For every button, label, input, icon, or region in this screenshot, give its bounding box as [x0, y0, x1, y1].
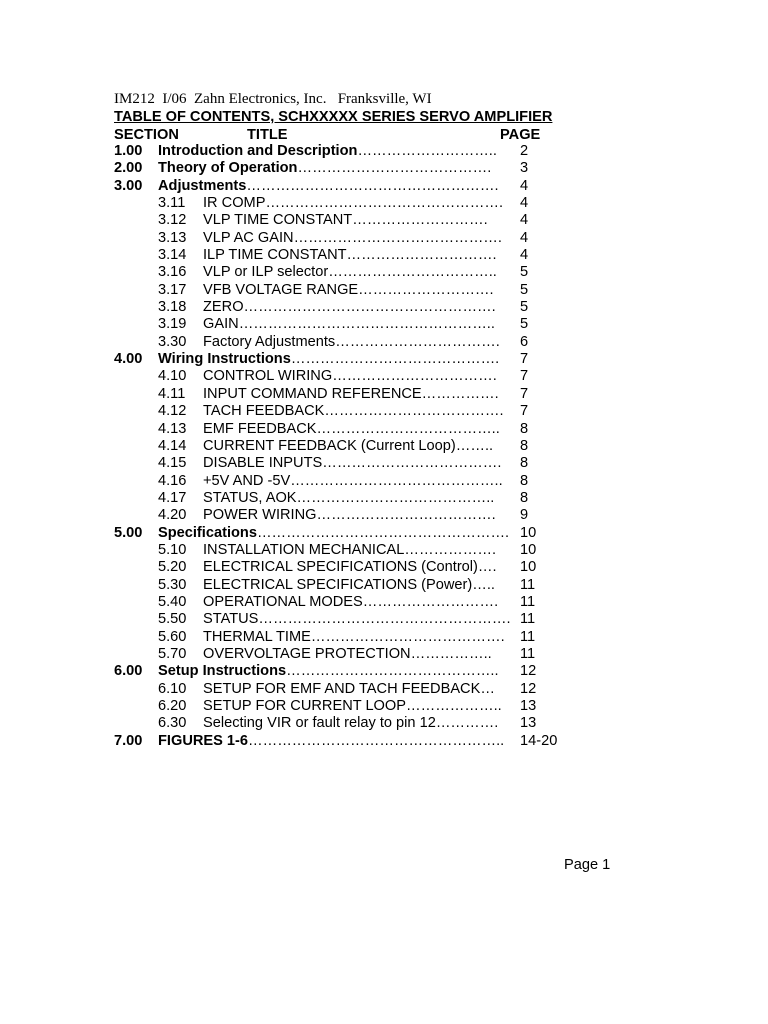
section-number: 4.20 [158, 507, 187, 524]
page-number-cell: 6 [520, 333, 529, 350]
section-title [158, 525, 509, 542]
page-number-cell: 8 [520, 437, 529, 454]
dot-leader: ……………………….. [357, 143, 497, 159]
section-title [203, 507, 496, 524]
toc-entry [114, 160, 574, 177]
section-title [203, 299, 496, 316]
section-number: 3.16 [158, 264, 187, 281]
dot-leader: …. [477, 559, 497, 576]
section-title [158, 663, 499, 680]
section-title-text: CONTROL WIRING [203, 368, 333, 385]
page-number-cell: 12 [520, 680, 537, 697]
dot-leader: ……………………………………………. [243, 299, 496, 316]
section-title [203, 646, 492, 663]
dot-leader: ….. [472, 576, 495, 593]
section-number: 5.60 [158, 628, 187, 645]
toc-entry [114, 212, 574, 229]
dot-leader: ………………………. [362, 593, 499, 610]
section-number: 5.50 [158, 611, 187, 628]
section-number: 6.00 [114, 663, 143, 680]
dot-leader: ……………………………………. [293, 229, 502, 246]
section-number: 5.20 [158, 559, 187, 576]
section-number: 4.13 [158, 420, 187, 437]
dot-leader: …………. [435, 715, 499, 732]
page-number-cell: 5 [520, 281, 529, 298]
page-number-cell: 11 [520, 593, 536, 610]
section-title-text: SETUP FOR CURRENT LOOP [203, 698, 406, 714]
section-title-text: Selecting VIR or fault relay to pin 12 [203, 715, 436, 732]
section-column-header: SECTION [114, 127, 179, 143]
toc-entry [114, 195, 574, 212]
section-title [158, 143, 497, 160]
section-title [203, 264, 497, 281]
section-number: 3.17 [158, 281, 187, 298]
section-title [203, 316, 495, 333]
page-number-cell: 10 [520, 541, 537, 558]
page-number-cell: 11 [520, 576, 536, 593]
page-number-cell: 9 [520, 507, 529, 524]
dot-leader: …………………………………. [297, 160, 492, 177]
page-number-cell: 14-20 [520, 732, 558, 749]
section-number: 3.12 [158, 212, 187, 229]
section-title [203, 421, 500, 438]
section-title-text: Introduction and Description [158, 143, 358, 159]
section-title [203, 542, 496, 559]
section-title-text: FIGURES 1-6 [158, 732, 249, 749]
section-title [203, 681, 495, 698]
section-number: 4.15 [158, 455, 187, 472]
column-headers [114, 125, 574, 145]
page-number-cell: 13 [520, 698, 537, 714]
toc-entry [114, 733, 574, 750]
dot-leader: …………………………………………. [265, 195, 503, 212]
toc-entry [114, 698, 574, 715]
page-number-cell: 4 [520, 195, 529, 212]
section-title-text: IR COMP [203, 195, 266, 212]
section-number: 4.11 [158, 385, 186, 402]
section-title-text: ELECTRICAL SPECIFICATIONS (Control) [203, 559, 478, 576]
section-title [203, 611, 511, 628]
section-title [203, 230, 502, 247]
dot-leader: ……………………………………………. [256, 524, 510, 541]
page-number-cell: 7 [520, 403, 529, 420]
section-number: 5.30 [158, 576, 187, 593]
section-number: 6.20 [158, 698, 187, 714]
section-title-text: OVERVOLTAGE PROTECTION [203, 645, 411, 662]
section-title-text: SETUP FOR EMF AND TACH FEEDBACK [203, 680, 481, 697]
section-number: 3.18 [158, 299, 187, 316]
dot-leader: ………………………………. [316, 507, 496, 524]
dot-leader: ……………….. [406, 698, 502, 714]
page-number-cell: 4 [520, 247, 529, 264]
section-title-text: Setup Instructions [158, 663, 287, 680]
toc-entry [114, 594, 574, 611]
section-number: 3.00 [114, 177, 143, 194]
section-number: 6.30 [158, 715, 187, 732]
toc-entry [114, 299, 574, 316]
dot-leader: ………………………. [358, 281, 494, 298]
section-title [203, 334, 500, 351]
page-number-cell: 7 [520, 368, 529, 385]
table-of-contents [114, 143, 574, 750]
section-title-text: VFB VOLTAGE RANGE [203, 281, 359, 298]
section-title [203, 247, 497, 264]
section-title [203, 403, 504, 420]
section-title [203, 559, 497, 576]
page-column-header: PAGE [500, 127, 541, 143]
toc-entry [114, 507, 574, 524]
dot-leader: ……………………………. [335, 333, 500, 350]
section-title-text: TACH FEEDBACK [203, 403, 325, 420]
section-title-text: VLP TIME CONSTANT [203, 212, 353, 229]
section-title-text: ILP TIME CONSTANT [203, 247, 347, 264]
section-title [203, 438, 493, 455]
toc-entry [114, 143, 574, 160]
section-title-text: GAIN [203, 316, 239, 333]
title-column-header: TITLE [247, 127, 288, 143]
dot-leader: …………………………………………….. [248, 732, 505, 749]
toc-entry [114, 316, 574, 333]
section-title [203, 577, 495, 594]
dot-leader: …………………………. [346, 247, 497, 264]
section-title-text: Wiring Instructions [158, 351, 291, 368]
toc-entry [114, 681, 574, 698]
dot-leader: ………………. [404, 541, 497, 558]
toc-entry [114, 282, 574, 299]
page-number-cell: 8 [520, 489, 529, 506]
dot-leader: ……………………………………………. [246, 177, 499, 194]
section-title-text: EMF FEEDBACK [203, 420, 317, 437]
page-number-cell: 5 [520, 264, 529, 281]
section-number: 3.30 [158, 333, 187, 350]
section-number: 4.14 [158, 437, 187, 454]
toc-entry [114, 542, 574, 559]
section-number: 3.19 [158, 316, 187, 333]
page-number: Page 1 [564, 857, 611, 873]
section-title-text: ELECTRICAL SPECIFICATIONS (Power) [203, 576, 473, 593]
section-number: 7.00 [114, 732, 143, 749]
section-title [203, 368, 497, 385]
page-number-cell: 12 [520, 663, 537, 680]
section-title [203, 490, 494, 507]
section-title-text: CURRENT FEEDBACK (Current Loop) [203, 437, 456, 454]
section-number: 4.10 [158, 368, 187, 385]
section-title-text: DISABLE INPUTS [203, 455, 323, 472]
toc-entry [114, 577, 574, 594]
section-title [203, 594, 498, 611]
toc-entry [114, 490, 574, 507]
section-title [203, 282, 494, 299]
toc-entry [114, 473, 574, 490]
page-number-cell: 3 [520, 160, 529, 177]
page-number-cell: 10 [520, 559, 537, 576]
toc-entry [114, 629, 574, 646]
toc-entry [114, 386, 574, 403]
section-title-text: POWER WIRING [203, 507, 317, 524]
dot-leader: …………………………….. [328, 264, 497, 281]
section-title [203, 212, 488, 229]
section-title [203, 698, 502, 715]
section-title-text: OPERATIONAL MODES [203, 593, 363, 610]
section-title-text: ZERO [203, 299, 244, 316]
toc-entry [114, 455, 574, 472]
section-title-text: INPUT COMMAND REFERENCE [203, 385, 422, 402]
page-number-cell: 8 [520, 420, 529, 437]
dot-leader: …………………………………….. [290, 472, 503, 489]
section-number: 4.16 [158, 472, 187, 489]
toc-entry [114, 421, 574, 438]
section-title [203, 386, 499, 403]
dot-leader: ………………………………. [324, 403, 504, 420]
toc-entry [114, 559, 574, 576]
section-title [203, 715, 498, 732]
section-number: 6.10 [158, 680, 187, 697]
section-title-text: VLP or ILP selector [203, 264, 329, 281]
dot-leader: ………………………. [352, 212, 488, 229]
section-title-text: Theory of Operation [158, 160, 298, 177]
toc-title: TABLE OF CONTENTS, SCHXXXXX SERIES SERVO AMPLIFIER [114, 109, 553, 125]
page-number-cell: 8 [520, 472, 529, 489]
toc-entry [114, 178, 574, 195]
section-title [203, 473, 503, 490]
section-number: 5.40 [158, 593, 187, 610]
toc-entry [114, 230, 574, 247]
page-number-cell: 13 [520, 715, 537, 732]
section-title-text: THERMAL TIME [203, 628, 311, 645]
toc-entry [114, 264, 574, 281]
section-number: 3.13 [158, 229, 187, 246]
dot-leader: ……………………………………………. [258, 611, 511, 628]
page-number-cell: 7 [520, 351, 529, 368]
dot-leader: ………………………………. [322, 455, 502, 472]
dot-leader: … [480, 680, 495, 697]
section-title [158, 160, 491, 177]
dot-leader: ……………………………….. [316, 420, 500, 437]
section-title-text: Specifications [158, 524, 257, 541]
dot-leader: ……………………………………. [290, 351, 500, 368]
toc-entry [114, 438, 574, 455]
section-number: 4.12 [158, 403, 187, 420]
section-title [158, 178, 499, 195]
dot-leader: …………….. [410, 645, 492, 662]
toc-entry [114, 247, 574, 264]
dot-leader: …………………………………….. [286, 663, 499, 680]
section-number: 1.00 [114, 143, 143, 159]
page-number-cell: 5 [520, 316, 529, 333]
toc-entry [114, 663, 574, 680]
dot-leader: ………………………………….. [296, 489, 495, 506]
dot-leader: ……………. [421, 385, 499, 402]
section-number: 4.00 [114, 351, 143, 368]
section-title [203, 195, 503, 212]
section-number: 5.10 [158, 541, 187, 558]
section-title [158, 351, 499, 368]
page-number-cell: 11 [520, 611, 536, 628]
page-number-cell: 11 [520, 645, 536, 662]
page-number-cell: 10 [520, 524, 537, 541]
section-number: 5.70 [158, 645, 187, 662]
toc-entry [114, 334, 574, 351]
dot-leader: …………………………………. [310, 628, 505, 645]
dot-leader: ……………………………. [332, 368, 497, 385]
section-title [203, 455, 501, 472]
toc-entry [114, 715, 574, 732]
section-title-text: INSTALLATION MECHANICAL [203, 541, 405, 558]
section-number: 3.14 [158, 247, 187, 264]
section-title-text: STATUS [203, 611, 259, 628]
page-number-cell: 7 [520, 385, 529, 402]
section-number: 5.00 [114, 524, 143, 541]
toc-entry [114, 403, 574, 420]
toc-entry [114, 368, 574, 385]
section-number: 3.11 [158, 195, 186, 212]
page-number-cell: 11 [520, 628, 536, 645]
page-number-cell: 4 [520, 177, 529, 194]
section-title [158, 733, 504, 750]
toc-entry [114, 611, 574, 628]
section-title-text: +5V AND -5V [203, 472, 291, 489]
page-number-cell: 4 [520, 212, 529, 229]
page-number-cell: 2 [520, 143, 529, 159]
toc-entry [114, 525, 574, 542]
document-header: IM212 I/06 Zahn Electronics, Inc. Franksville, WI [114, 91, 432, 107]
section-title-text: Adjustments [158, 177, 247, 194]
page-number-cell: 8 [520, 455, 529, 472]
page-number-cell: 4 [520, 229, 529, 246]
toc-entry [114, 351, 574, 368]
toc-entry [114, 646, 574, 663]
section-title [203, 629, 505, 646]
section-number: 2.00 [114, 160, 143, 177]
section-title-text: Factory Adjustments [203, 333, 336, 350]
dot-leader: …….. [455, 437, 494, 454]
page-number-cell: 5 [520, 299, 529, 316]
section-number: 4.17 [158, 489, 187, 506]
section-title-text: VLP AC GAIN [203, 229, 294, 246]
dot-leader: …………………………………………….. [238, 316, 495, 333]
section-title-text: STATUS, AOK [203, 489, 297, 506]
